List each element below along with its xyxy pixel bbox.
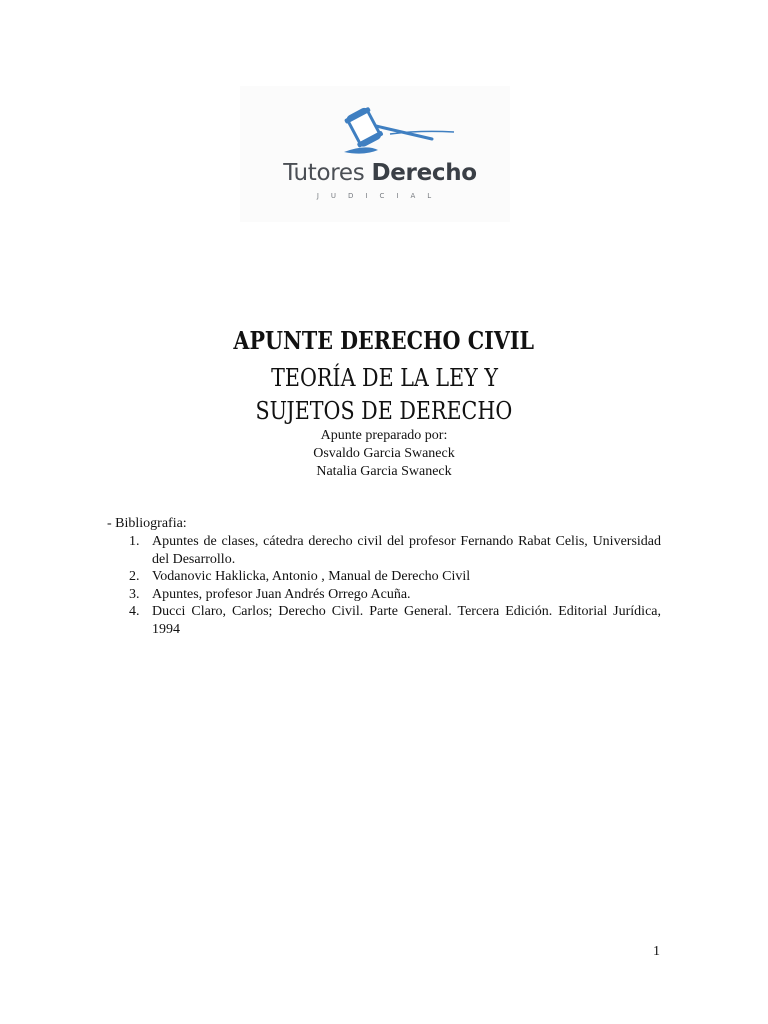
bibliography-item — [120, 568, 661, 586]
bibliography-item-number: 3. — [129, 586, 140, 602]
author-1: Osvaldo Garcia Swaneck — [313, 446, 455, 461]
bibliography-list — [120, 533, 661, 638]
gavel-icon — [240, 86, 510, 166]
bibliography-item — [120, 603, 661, 638]
logo-tagline: JUDICIAL — [316, 192, 444, 200]
document-subtitle-line-1: TEORÍA DE LA LEY Y — [271, 364, 498, 392]
bibliography-item-text: Vodanovic Haklicka, Antonio , Manual de Derecho Civil — [152, 569, 471, 584]
bibliography-item-text: Apuntes de clases, cátedra derecho civil del profesor Fernando Rabat Celis, Universidad del Desarrollo. — [152, 534, 661, 567]
logo — [240, 86, 510, 222]
bibliography-item-number: 1. — [129, 534, 140, 549]
bibliography-item-number: 2. — [129, 569, 140, 584]
page-number: 1 — [653, 944, 660, 959]
bibliography-heading: - Bibliografia: — [107, 516, 187, 531]
logo-word-tutores: Tutores — [283, 160, 365, 186]
document-title: APUNTE DERECHO CIVIL — [233, 326, 534, 355]
bibliography-item-text: Apuntes, profesor Juan Andrés Orrego Acuña. — [152, 586, 411, 602]
logo-wordmark — [260, 160, 500, 186]
logo-word-derecho: Derecho — [371, 160, 477, 186]
bibliography-item — [120, 586, 661, 604]
bibliography-item-text: Ducci Claro, Carlos; Derecho Civil. Parte General. Tercera Edición. Editorial Jurídica, 1994 — [152, 604, 661, 637]
bibliography-item — [120, 533, 661, 568]
author-2: Natalia Garcia Swaneck — [316, 464, 452, 479]
prepared-by-label: Apunte preparado por: — [320, 428, 448, 443]
document-subtitle-line-2: SUJETOS DE DERECHO — [255, 397, 513, 425]
bibliography-item-number: 4. — [129, 604, 140, 619]
